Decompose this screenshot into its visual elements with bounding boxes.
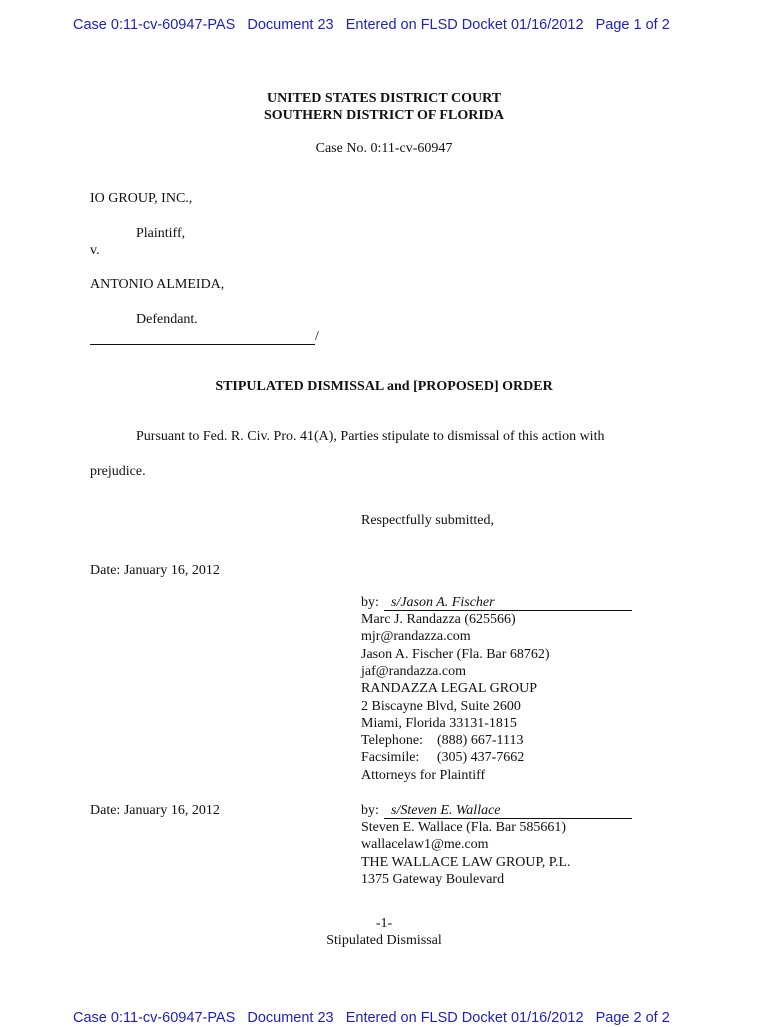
docket-entered-2: Entered on FLSD Docket 01/16/2012 bbox=[345, 1010, 584, 1026]
case-number: Case No. 0:11-cv-60947 bbox=[315, 141, 453, 156]
plaintiff-name: IO GROUP, INC., bbox=[90, 191, 193, 206]
signature-1-address-line: Miami, Florida 33131-1815 bbox=[361, 715, 517, 731]
docket-entered: Entered on FLSD Docket 01/16/2012 bbox=[345, 17, 584, 33]
docket-document: Document 23 bbox=[247, 17, 334, 33]
court-name-line1: UNITED STATES DISTRICT COURT bbox=[266, 91, 502, 106]
date-1: Date: January 16, 2012 bbox=[90, 563, 220, 578]
defendant-role: Defendant. bbox=[136, 312, 198, 327]
signature-1-address-line: 2 Biscayne Blvd, Suite 2600 bbox=[361, 698, 521, 714]
signature-2-address-line: 1375 Gateway Boulevard bbox=[361, 871, 505, 887]
docket-header bbox=[73, 17, 670, 34]
plaintiff-role: Plaintiff, bbox=[136, 226, 186, 241]
docket-case-2: Case 0:11-cv-60947-PAS bbox=[73, 1010, 236, 1026]
signature-1: s/Jason A. Fischer bbox=[391, 595, 495, 610]
signature-2-address-line: Steven E. Wallace (Fla. Bar 585661) bbox=[361, 820, 567, 835]
signature-1-address-line: Jason A. Fischer (Fla. Bar 68762) bbox=[361, 646, 550, 662]
docket-case: Case 0:11-cv-60947-PAS bbox=[73, 17, 236, 33]
closing: Respectfully submitted, bbox=[361, 513, 494, 528]
document-title: STIPULATED DISMISSAL and [PROPOSED] ORDER bbox=[215, 379, 553, 394]
signature-1-address-line: RANDAZZA LEGAL GROUP bbox=[361, 681, 538, 697]
caption-rule bbox=[90, 344, 315, 345]
docket-page: Page 1 of 2 bbox=[595, 17, 670, 33]
date-2: Date: January 16, 2012 bbox=[90, 803, 220, 818]
court-name-line2: SOUTHERN DISTRICT OF FLORIDA bbox=[264, 108, 504, 123]
page-number: -1- bbox=[375, 916, 393, 931]
by-label-2: by: bbox=[361, 803, 379, 818]
signature-1-address-line: mjr@randazza.com bbox=[361, 629, 471, 645]
signature-1-address-line: Facsimile: (305) 437-7662 bbox=[361, 750, 525, 766]
docket-page-2: Page 2 of 2 bbox=[595, 1010, 670, 1026]
docket-header-page-2 bbox=[73, 1010, 670, 1027]
signature-2: s/Steven E. Wallace bbox=[391, 803, 501, 818]
docket-document-2: Document 23 bbox=[247, 1010, 334, 1026]
signature-1-address-line: Telephone: (888) 667-1113 bbox=[361, 733, 524, 749]
body-line-1: Pursuant to Fed. R. Civ. Pro. 41(A), Parties stipulate to dismissal of this action with bbox=[136, 429, 605, 444]
by-label-1: by: bbox=[361, 595, 379, 610]
signature-2-address-line: wallacelaw1@me.com bbox=[361, 837, 489, 853]
signature-1-address-line: Attorneys for Plaintiff bbox=[361, 767, 486, 783]
footer-label: Stipulated Dismissal bbox=[326, 933, 442, 948]
caption-rule-end: / bbox=[315, 329, 319, 344]
defendant-name: ANTONIO ALMEIDA, bbox=[90, 277, 225, 292]
signature-2-address-line: THE WALLACE LAW GROUP, P.L. bbox=[361, 854, 571, 870]
body-line-2: prejudice. bbox=[90, 464, 146, 479]
versus: v. bbox=[90, 243, 100, 258]
signature-1-address-line: jaf@randazza.com bbox=[361, 663, 466, 679]
signature-1-address-line: Marc J. Randazza (625566) bbox=[361, 612, 516, 627]
